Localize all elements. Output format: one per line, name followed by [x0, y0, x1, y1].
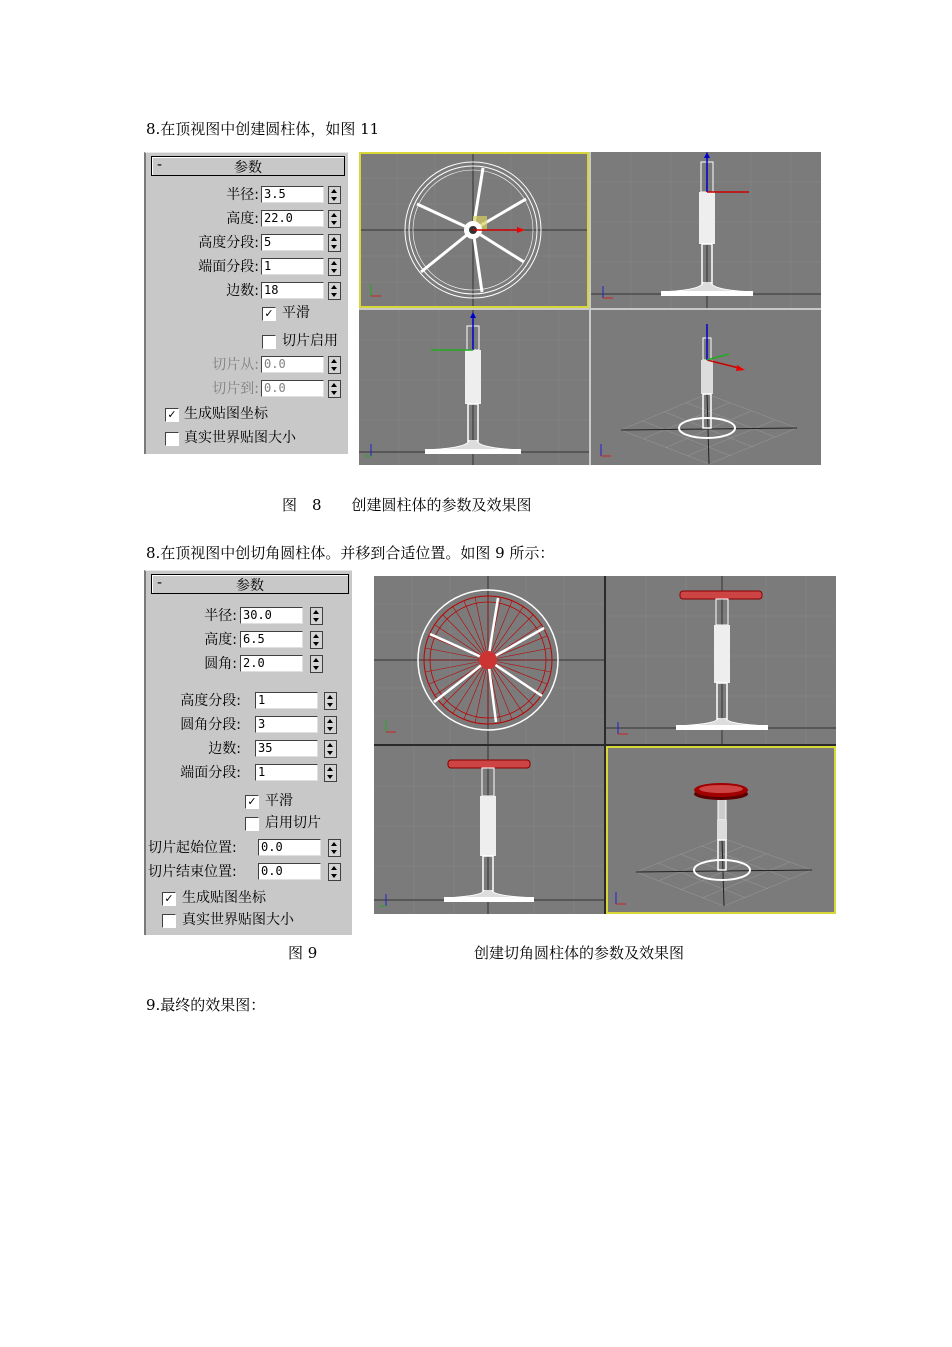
- viewport-grid-2: [374, 576, 836, 914]
- gen-map-coords-checkbox[interactable]: ✓: [162, 892, 176, 906]
- slice-to-row: [146, 380, 346, 398]
- radius-spinner[interactable]: [328, 186, 341, 204]
- radius-spinner[interactable]: [310, 607, 323, 625]
- sides-spinner[interactable]: [324, 740, 337, 758]
- chamfer-cylinder-parameters-panel: [144, 570, 352, 935]
- collapse-icon[interactable]: -: [157, 157, 163, 173]
- perspective-view-render: [606, 746, 836, 914]
- section-heading-8b: 8.在顶视图中创切角圆柱体。并移到合适位置。如图 9 所示：: [146, 544, 555, 562]
- real-world-map-checkbox[interactable]: [165, 432, 179, 446]
- viewport-top[interactable]: [374, 576, 604, 744]
- perspective-view-wireframe: [591, 310, 821, 465]
- rollout-title: 参数: [236, 578, 264, 594]
- radius-row: [146, 607, 350, 625]
- cap-segments-field[interactable]: 1: [255, 764, 318, 781]
- slice-start-spinner[interactable]: [328, 839, 341, 857]
- viewport-top[interactable]: [359, 152, 589, 308]
- section-heading-8a: 8.在顶视图中创建圆柱体，如图 11: [146, 120, 380, 138]
- height-row: [146, 210, 346, 228]
- height-field[interactable]: 22.0: [261, 210, 324, 227]
- slice-from-label: 切片从:: [212, 357, 259, 373]
- height-segments-field[interactable]: 5: [261, 234, 324, 251]
- fillet-row: [146, 655, 350, 673]
- real-world-map-label: 真实世界贴图大小: [184, 430, 296, 446]
- viewport-perspective[interactable]: [606, 746, 836, 914]
- slice-start-field[interactable]: 0.0: [258, 839, 321, 856]
- cap-segments-label: 端面分段:: [198, 259, 259, 275]
- viewport-front[interactable]: [606, 576, 836, 744]
- left-view-wireframe: [374, 746, 604, 914]
- cap-segments-spinner[interactable]: [328, 258, 341, 276]
- fillet-segments-field[interactable]: 3: [255, 716, 318, 733]
- slice-from-spinner[interactable]: [328, 356, 341, 374]
- sides-field[interactable]: 18: [261, 282, 324, 299]
- left-view-wireframe: [359, 310, 589, 465]
- slice-to-field[interactable]: 0.0: [261, 380, 324, 397]
- slice-end-label: 切片结束位置:: [148, 864, 237, 880]
- slice-on-checkbox[interactable]: [245, 817, 259, 831]
- radius-row: [146, 186, 346, 204]
- viewport-front[interactable]: [591, 152, 821, 308]
- gen-map-coords-label: 生成贴图坐标: [184, 406, 268, 422]
- rollout-header[interactable]: [151, 156, 345, 176]
- real-world-map-checkbox[interactable]: [162, 914, 176, 928]
- height-segments-field[interactable]: 1: [255, 692, 318, 709]
- height-field[interactable]: 6.5: [240, 631, 303, 648]
- gen-map-coords-checkbox[interactable]: ✓: [165, 408, 179, 422]
- fillet-spinner[interactable]: [310, 655, 323, 673]
- height-row: [146, 631, 350, 649]
- fillet-segments-row: [146, 716, 350, 734]
- smooth-label: 平滑: [282, 305, 310, 321]
- top-view-wireframe: [359, 152, 589, 308]
- collapse-icon[interactable]: -: [157, 575, 163, 591]
- height-label: 高度:: [226, 211, 259, 227]
- section-heading-9: 9.最终的效果图：: [146, 996, 266, 1014]
- slice-on-label: 切片启用: [282, 333, 338, 349]
- slice-end-row: [146, 863, 350, 881]
- viewport-left[interactable]: [374, 746, 604, 914]
- viewport-left[interactable]: [359, 310, 589, 465]
- figure-9-number: 图 9: [288, 944, 318, 962]
- slice-from-field[interactable]: 0.0: [261, 356, 324, 373]
- smooth-checkbox[interactable]: ✓: [262, 307, 276, 321]
- rollout-header[interactable]: [151, 574, 349, 594]
- smooth-checkbox[interactable]: ✓: [245, 795, 259, 809]
- height-segments-label: 高度分段:: [180, 693, 241, 709]
- slice-on-checkbox[interactable]: [262, 335, 276, 349]
- height-segments-row: [146, 234, 346, 252]
- real-world-map-label: 真实世界贴图大小: [182, 912, 294, 928]
- height-spinner[interactable]: [310, 631, 323, 649]
- fillet-field[interactable]: 2.0: [240, 655, 303, 672]
- sides-row: [146, 740, 350, 758]
- slice-on-label: 启用切片: [265, 815, 321, 831]
- sides-label: 边数:: [226, 283, 259, 299]
- sides-spinner[interactable]: [328, 282, 341, 300]
- slice-start-row: [146, 839, 350, 857]
- slice-to-spinner[interactable]: [328, 380, 341, 398]
- slice-from-row: [146, 356, 346, 374]
- slice-start-label: 切片起始位置:: [148, 840, 237, 856]
- radius-label: 半径:: [226, 187, 259, 203]
- sides-label: 边数:: [208, 741, 241, 757]
- radius-field[interactable]: 3.5: [261, 186, 324, 203]
- figure-8-caption: 图 8 创建圆柱体的参数及效果图: [282, 496, 532, 514]
- height-segments-spinner[interactable]: [328, 234, 341, 252]
- cap-segments-label: 端面分段:: [180, 765, 241, 781]
- height-segments-row: [146, 692, 350, 710]
- slice-end-spinner[interactable]: [328, 863, 341, 881]
- viewport-perspective[interactable]: [591, 310, 821, 465]
- slice-end-field[interactable]: 0.0: [258, 863, 321, 880]
- cap-segments-field[interactable]: 1: [261, 258, 324, 275]
- front-view-wireframe: [606, 576, 836, 744]
- sides-field[interactable]: 35: [255, 740, 318, 757]
- height-label: 高度:: [204, 632, 237, 648]
- height-spinner[interactable]: [328, 210, 341, 228]
- slice-to-label: 切片到:: [212, 381, 259, 397]
- top-view-wireframe: [374, 576, 604, 744]
- cap-segments-row: [146, 764, 350, 782]
- sides-row: [146, 282, 346, 300]
- cap-segments-spinner[interactable]: [324, 764, 337, 782]
- gen-map-coords-label: 生成贴图坐标: [182, 890, 266, 906]
- fillet-segments-label: 圆角分段:: [180, 717, 241, 733]
- front-view-wireframe: [591, 152, 821, 308]
- fillet-segments-spinner[interactable]: [324, 716, 337, 734]
- height-segments-spinner[interactable]: [324, 692, 337, 710]
- viewport-grid-1: [359, 152, 821, 465]
- height-segments-label: 高度分段:: [198, 235, 259, 251]
- cap-segments-row: [146, 258, 346, 276]
- radius-label: 半径:: [204, 608, 237, 624]
- figure-9-caption: 创建切角圆柱体的参数及效果图: [474, 944, 685, 962]
- cylinder-parameters-panel: [144, 152, 348, 454]
- smooth-label: 平滑: [265, 793, 293, 809]
- rollout-title: 参数: [234, 160, 262, 176]
- fillet-label: 圆角:: [204, 656, 237, 672]
- radius-field[interactable]: 30.0: [240, 607, 303, 624]
